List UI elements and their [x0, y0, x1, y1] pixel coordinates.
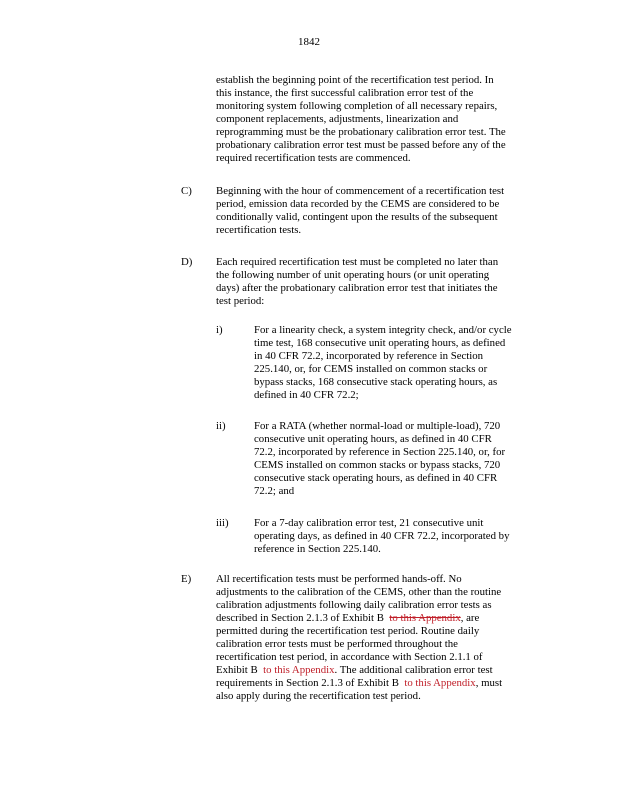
text-run: , must — [475, 677, 503, 689]
deleted-text: to this Appendix — [389, 612, 461, 624]
text-line: days) after the probationary calibration error test that initiates the — [216, 282, 498, 294]
text-run: . The additional calibration error test — [334, 664, 493, 676]
item-c-paragraph — [216, 185, 504, 237]
text-line: the following number of unit operating hours (or unit operating — [216, 269, 490, 281]
text-line: 72.2; and — [254, 485, 295, 497]
item-e-paragraph — [216, 573, 502, 703]
subitem-ii-label: ii) — [216, 420, 226, 432]
text-line: All recertification tests must be performed hands-off. No — [216, 573, 462, 585]
subitem-i-label: i) — [216, 324, 223, 336]
text-line: Beginning with the hour of commencement of a recertification test — [216, 185, 505, 197]
intro-paragraph — [216, 74, 506, 165]
text-line: defined in 40 CFR 72.2; — [254, 389, 359, 401]
inserted-text: to this Appendix — [404, 677, 476, 689]
text-line: reprogramming must be the probationary calibration error test. The — [216, 126, 506, 138]
text-line: For a linearity check, a system integrity check, and/or cycle — [254, 324, 512, 336]
text-line: recertification tests. — [216, 224, 302, 236]
text-run: requirements in Section 2.1.3 of Exhibit B — [216, 677, 399, 689]
text-line: calibration adjustments following daily calibration error tests as — [216, 599, 492, 611]
text-line: also apply during the recertification test period. — [216, 690, 421, 702]
text-line: reference in Section 225.140. — [254, 543, 381, 555]
text-line: operating days, as defined in 40 CFR 72.2, incorporated by — [254, 530, 510, 542]
text-line: test period: — [216, 295, 265, 307]
inserted-text: to this Appendix — [263, 664, 335, 676]
text-run: , are — [460, 612, 480, 624]
text-line: establish the beginning point of the recertification test period. In — [216, 74, 494, 86]
text-run: described in Section 2.1.3 of Exhibit B — [216, 612, 384, 624]
text-line: recertification test period, in accordance with Section 2.1.1 of — [216, 651, 483, 663]
text-line: consecutive unit operating hours, as defined in 40 CFR — [254, 433, 492, 445]
text-line: calibration error tests must be performed throughout the — [216, 638, 458, 650]
text-line: required recertification tests are commenced. — [216, 152, 411, 164]
text-line: Each required recertification test must be completed no later than — [216, 256, 499, 268]
text-line: adjustments to the calibration of the CEMS, other than the routine — [216, 586, 502, 598]
subitem-i-paragraph — [254, 324, 512, 402]
text-line: For a 7-day calibration error test, 21 consecutive unit — [254, 517, 484, 529]
text-line: CEMS installed on common stacks or bypass stacks, 720 — [254, 459, 501, 471]
text-line: For a RATA (whether normal-load or multiple-load), 720 — [254, 420, 501, 432]
item-d-label: D) — [181, 256, 193, 268]
text-line: in 40 CFR 72.2, incorporated by reference in Section — [254, 350, 484, 362]
item-c-label: C) — [181, 185, 192, 197]
text-line: monitoring system following completion of all necessary repairs, — [216, 100, 498, 112]
text-line: probationary calibration error test must be passed before any of the — [216, 139, 506, 151]
text-run: Exhibit B — [216, 664, 258, 676]
text-line — [216, 612, 502, 625]
text-line: 72.2, incorporated by reference in Section 225.140, or, for — [254, 446, 506, 458]
subitem-iii-label: iii) — [216, 517, 229, 529]
text-line: consecutive stack operating hours, as defined in 40 CFR — [254, 472, 498, 484]
subitem-iii-paragraph — [254, 517, 509, 556]
item-d-paragraph — [216, 256, 498, 308]
text-line: conditionally valid, contingent upon the results of the subsequent — [216, 211, 498, 223]
text-line: bypass stacks, 168 consecutive stack operating hours, as — [254, 376, 498, 388]
text-line — [216, 677, 502, 690]
text-line: period, emission data recorded by the CEMS are considered to be — [216, 198, 500, 210]
text-line: this instance, the first successful calibration error test of the — [216, 87, 474, 99]
page-number: 1842 — [298, 36, 320, 48]
subitem-ii-paragraph — [254, 420, 505, 498]
text-line: permitted during the recertification test period. Routine daily — [216, 625, 480, 637]
text-line: component replacements, adjustments, linearization and — [216, 113, 459, 125]
text-line: 225.140, or, for CEMS installed on common stacks or — [254, 363, 488, 375]
item-e-label: E) — [181, 573, 192, 585]
text-line: time test, 168 consecutive unit operating hours, as defined — [254, 337, 506, 349]
text-line — [216, 664, 502, 677]
